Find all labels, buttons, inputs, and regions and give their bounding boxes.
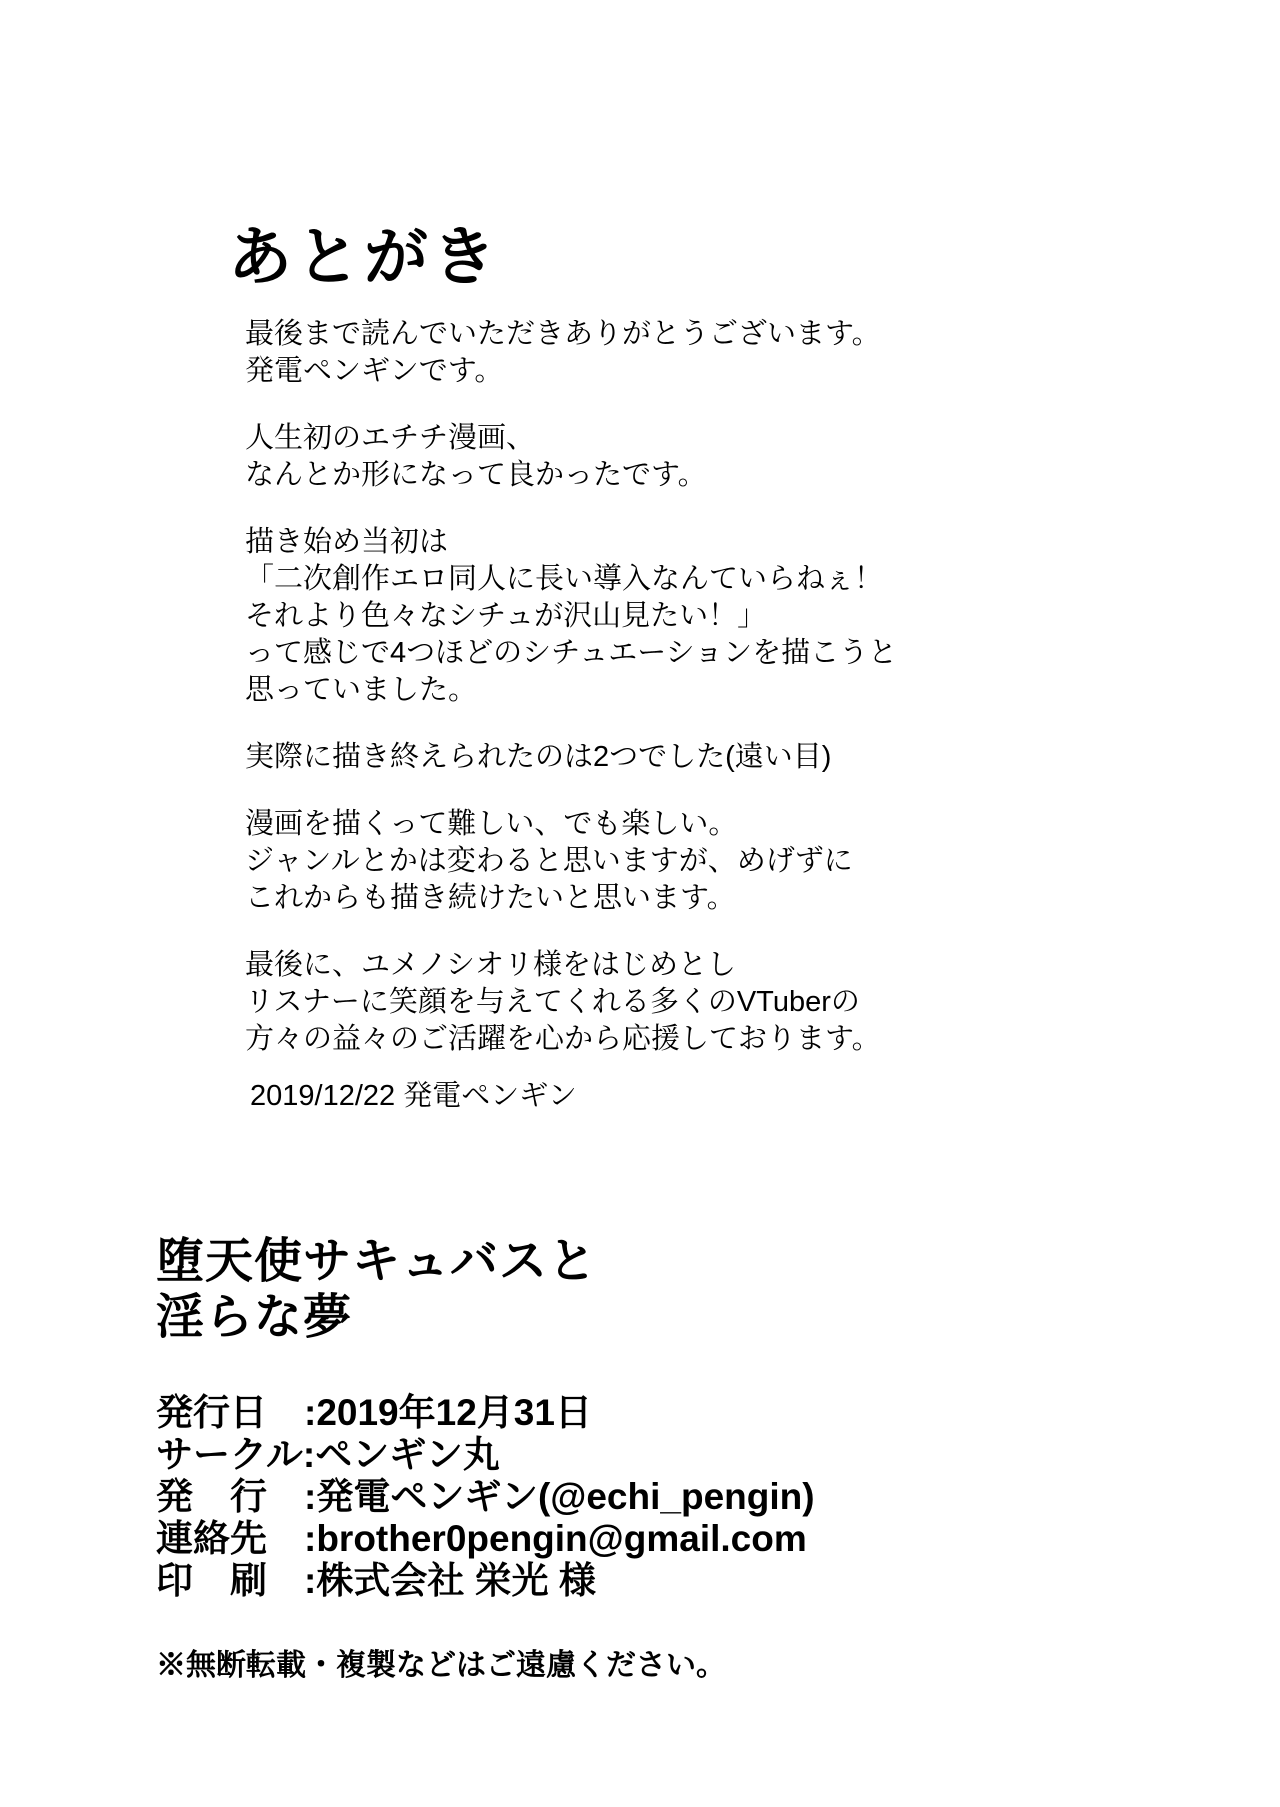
afterword-paragraph [245,316,1125,390]
reprint-notice: ※無断転載・複製などはご遠慮ください。 [156,1649,726,1682]
book-title-line: 堕天使サキュバスと [156,1235,598,1288]
colophon-line-contact: 連絡先 :brother0pengin@gmail.com [156,1518,807,1559]
book-title-line: 淫らな夢 [156,1291,353,1344]
afterword-line: 「二次創作エロ同人に長い導入なんていらねぇ！ [245,563,884,595]
afterword-paragraph [245,739,1125,776]
afterword-line: ジャンルとかは変わると思いますが、めげずに [245,845,853,877]
afterword-paragraph [245,947,1125,1058]
afterword-line: なんとか形になって良かったです。 [245,459,707,491]
afterword-paragraph [245,420,1125,494]
afterword-line: 描き始め当初は [245,526,449,558]
colophon-info [156,1392,815,1602]
afterword-line: これからも描き続けたいと思います。 [245,882,736,914]
afterword-title: あとがき [228,221,500,293]
afterword-paragraph [245,806,1125,917]
afterword-body [245,316,1125,1088]
afterword-line: って感じで4つほどのシチュエーションを描こうと [245,637,898,669]
colophon-line-circle: サークル:ペンギン丸 [156,1434,500,1475]
signature-line: 2019/12/22 発電ペンギン [250,1080,577,1112]
afterword-line: 最後まで読んでいただきありがとうございます。 [245,318,881,350]
afterword-line: 発電ペンギンです。 [245,355,504,387]
afterword-line: 実際に描き終えられたのは2つでした(遠い目) [245,741,832,773]
book-title [156,1234,597,1346]
afterword-line: 思っていました。 [245,674,478,706]
afterword-line: リスナーに笑顔を与えてくれる多くのVTuberの [245,986,860,1018]
colophon-line-printer: 印 刷 :株式会社 栄光 様 [156,1560,596,1601]
afterword-line: 最後に、ユメノシオリ様をはじめとし [245,949,736,981]
afterword-line: 方々の益々のご活躍を心から応援しております。 [245,1023,881,1055]
afterword-line: 漫画を描くって難しい、でも楽しい。 [245,808,738,840]
afterword-line: 人生初のエチチ漫画、 [245,422,536,454]
afterword-paragraph [245,524,1125,709]
afterword-line: それより色々なシチュが沢山見たい！」 [245,600,767,632]
colophon-line-publisher: 発 行 :発電ペンギン(@echi_pengin) [156,1476,815,1517]
colophon-line-publish-date: 発行日 :2019年12月31日 [156,1392,592,1433]
